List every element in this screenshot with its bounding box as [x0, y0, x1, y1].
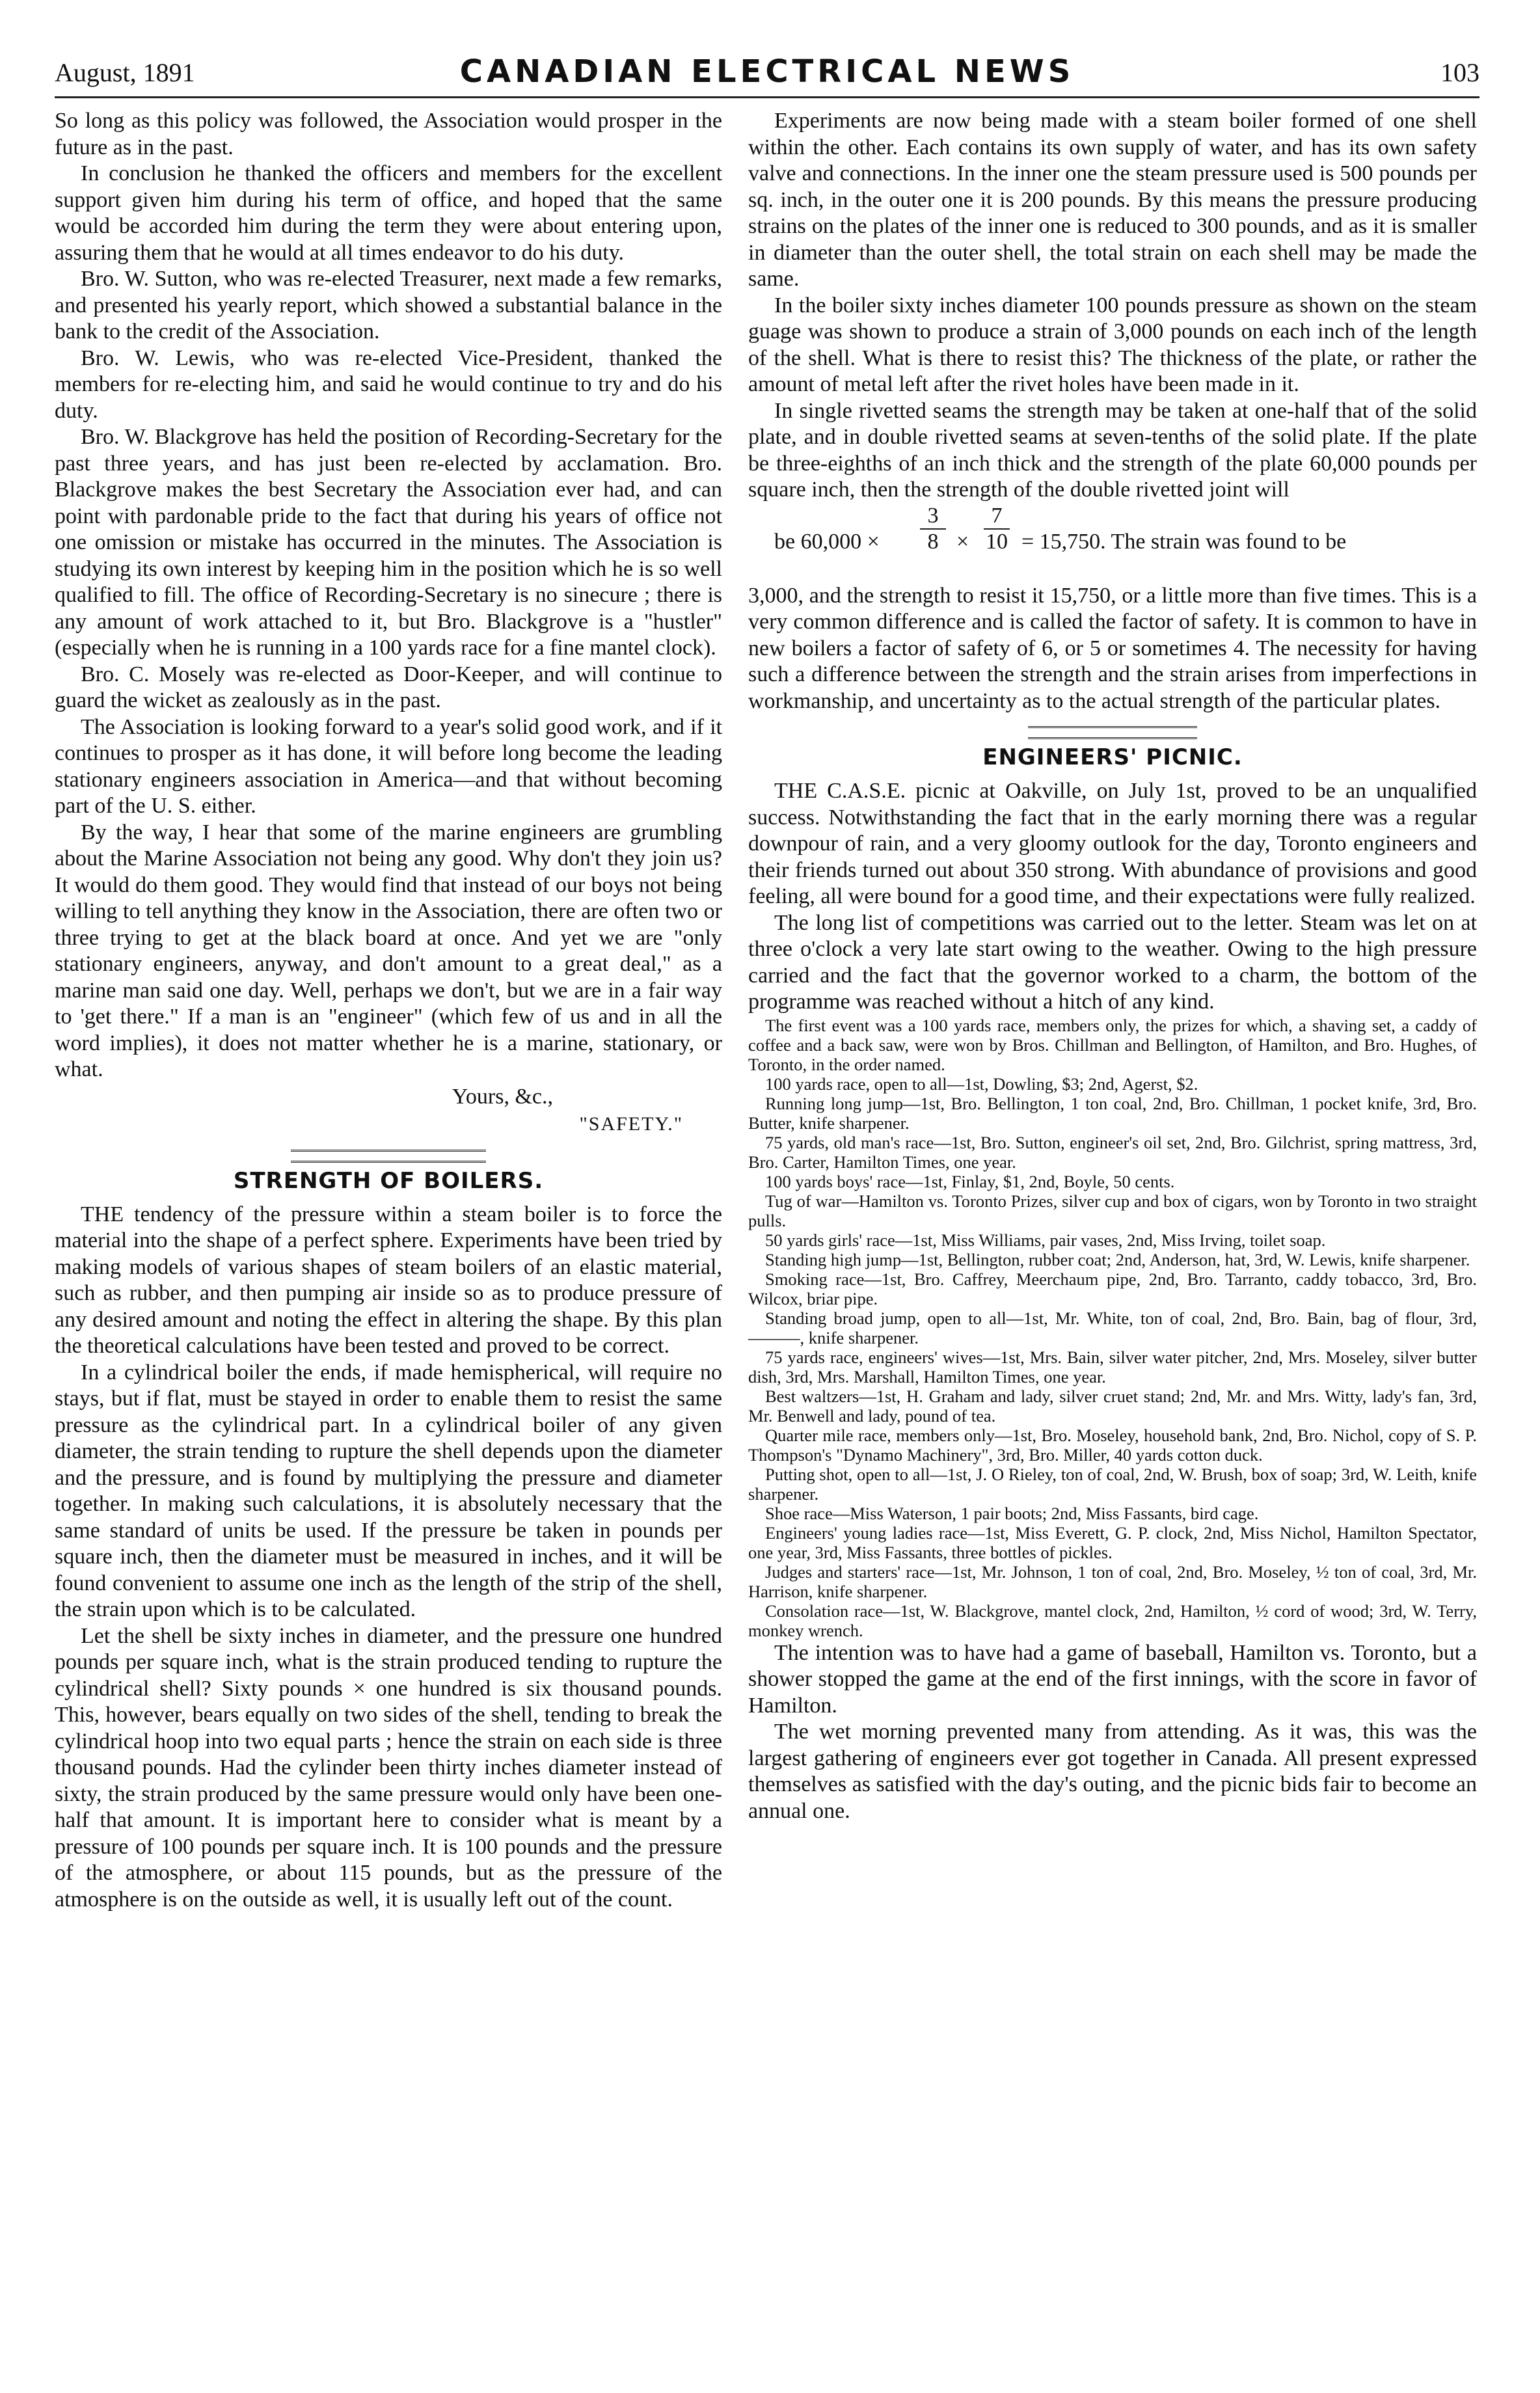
fraction-numerator: 7	[991, 503, 1003, 528]
event-result: 50 yards girls' race—1st, Miss Williams, pair vases, 2nd, Miss Irving, toilet soap.	[765, 1230, 1326, 1250]
formula-lead: be 60,000 ×	[774, 529, 880, 554]
publication-title: CANADIAN ELECTRICAL NEWS	[459, 53, 1075, 90]
section-heading-strength-of-boilers: STRENGTH OF BOILERS.	[233, 1167, 544, 1194]
article-paragraph: In the boiler sixty inches diameter 100 pounds pressure as shown on the steam guage was shown to produce a strain of 3,000 pounds on each inch of the length of the shell. What is there to resist this? The thickness of the plate, or rather the amount of metal left after the rivet holes have been made in it.	[748, 293, 1477, 396]
fraction-three-eighths	[920, 504, 946, 554]
event-result: Consolation race—1st, W. Blackgrove, mantel clock, 2nd, Hamilton, ½ cord of wood; 3rd, W. Terry, monkey wrench.	[748, 1601, 1477, 1640]
article-paragraph: THE C.A.S.E. picnic at Oakville, on July 1st, proved to be an unqualified success. Notwithstanding the fact that in the early morning there was a regular downpour of rain, and a very gloomy outlook for the day, Toronto engineers and their friends turned out about 350 strong. With abundance of provisions and good feeling, all were bound for a good time, and their expectations were fully realized.	[748, 779, 1477, 908]
right-column	[748, 108, 1477, 1824]
event-result: Shoe race—Miss Waterson, 1 pair boots; 2nd, Miss Fassants, bird cage.	[765, 1503, 1259, 1523]
event-result: Tug of war—Hamilton vs. Toronto Prizes, silver cup and box of cigars, won by Toronto in two straight pulls.	[748, 1191, 1477, 1230]
event-results-list	[748, 1016, 1477, 1640]
article-paragraph: Experiments are now being made with a steam boiler formed of one shell within the other. Each contains its own supply of water, and has its own safety valve and connections. In the inner one the steam pressure used is 500 pounds per sq. inch, in the outer one it is 200 pounds. By this means the pressure producing strains on the plates of the inner one is reduced to 300 pounds, and as it is smaller in diameter than the outer shell, the total strain on each shell may be made the same.	[748, 109, 1477, 291]
event-result: Standing high jump—1st, Bellington, rubber coat; 2nd, Anderson, hat, 3rd, W. Lewis, knife sharpener.	[765, 1249, 1470, 1269]
event-result: Putting shot, open to all—1st, J. O Rieley, ton of coal, 2nd, W. Brush, box of soap; 3rd, W. Leith, knife sharpener.	[748, 1464, 1477, 1504]
article-paragraph: Bro. C. Mosely was re-elected as Door-Keeper, and will continue to guard the wicket as zealously as in the past.	[55, 662, 722, 712]
letter-closing: Yours, &c.,	[452, 1084, 553, 1109]
section-divider	[291, 1150, 486, 1163]
fraction-numerator: 3	[927, 503, 939, 528]
article-paragraph: In single rivetted seams the strength may be taken at one-half that of the solid plate, and in double rivetted seams at seven-tenths of the solid plate. If the plate be three-eighths of an inch thick and the strength of the plate 60,000 pounds per square inch, then the strength of the double rivetted joint will	[748, 398, 1477, 502]
section-divider	[1028, 726, 1197, 739]
article-paragraph: In a cylindrical boiler the ends, if made hemispherical, will require no stays, but if flat, must be stayed in order to enable them to resist the same pressure as the cylindrical part. In a cylindrical boiler of any given diameter, the strain tending to rupture the shell depends upon the diameter and the pressure, and is found by multiplying the pressure and diameter together. In making such calculations, it is absolutely necessary that the same standard of units be used. If the pressure be taken in pounds per square inch, then the diameter must be measured in inches, and it will be found convenient to assume one inch as the length of the strip of the shell, the strain upon which is to be calculated.	[55, 1360, 722, 1621]
formula-result: = 15,750. The strain was found to be	[1021, 529, 1347, 554]
event-result: 100 yards boys' race—1st, Finlay, $1, 2nd, Boyle, 50 cents.	[765, 1171, 1175, 1191]
event-result: Engineers' young ladies race—1st, Miss Everett, G. P. clock, 2nd, Miss Nichol, Hamilton Spectator, one year, 3rd, Miss Fassants, three bottles of pickles.	[748, 1522, 1477, 1562]
event-result: Smoking race—1st, Bro. Caffrey, Meerchaum pipe, 2nd, Bro. Tarranto, caddy tobacco, 3rd, Bro. Wilcox, briar pipe.	[748, 1269, 1477, 1308]
article-paragraph: THE tendency of the pressure within a steam boiler is to force the material into the shape of a perfect sphere. Experiments have been tried by making models of various shapes of steam boilers of an elastic material, such as rubber, and then pumping air inside so as to produce pressure of any desired amount and noting the effect in altering the shape. By this plan the theoretical calculations have been tested and proved to be correct.	[55, 1202, 722, 1358]
article-paragraph: The long list of competitions was carried out to the letter. Steam was let on at three o'clock a very late start owing to the weather. Owing to the high pressure carried and the fact that the governor worked to a charm, the bottom of the programme was reached without a hitch of any kind.	[748, 910, 1477, 1014]
article-paragraph: The Association is looking forward to a year's solid good work, and if it continues to prosper as it has done, it will before long become the leading stationary engineers association in America—and that without becoming part of the U. S. either.	[55, 714, 722, 818]
event-result: Best waltzers—1st, H. Graham and lady, silver cruet stand; 2nd, Mr. and Mrs. Witty, lady's fan, 3rd, Mr. Benwell and lady, pound of tea.	[748, 1386, 1477, 1426]
letter-signature: "SAFETY."	[579, 1113, 683, 1135]
article-paragraph: Let the shell be sixty inches in diameter, and the pressure one hundred pounds per square inch, what is the strain produced tending to rupture the cylindrical shell? Sixty pounds × one hundred is six thousand pounds. This, however, bears equally on two sides of the shell, tending to break the cylindrical hoop into two equal parts ; hence the strain on each side is three thousand pounds. Had the cylinder been thirty inches diameter instead of sixty, the strain produced by the same pressure would only have been one-half that amount. It is important here to consider what is meant by a pressure of 100 pounds per square inch. It is 100 pounds and the pressure of the atmosphere, or about 115 pounds, but as the pressure of the atmosphere is on the outside as well, it is usually left out of the count.	[55, 1623, 722, 1912]
event-result: The first event was a 100 yards race, members only, the prizes for which, a shaving set, a caddy of coffee and a back saw, were won by Bros. Chillman and Bellington, of Hamilton, and Bro. Hughes, of Toronto, in the order named.	[748, 1015, 1477, 1074]
event-result: 75 yards race, engineers' wives—1st, Mrs. Bain, silver water pitcher, 2nd, Mrs. Moseley, silver butter dish, 3rd, Mrs. Marshall, Hamilton Times, one year.	[748, 1347, 1477, 1386]
event-result: 100 yards race, open to all—1st, Dowling, $3; 2nd, Agerst, $2.	[765, 1074, 1198, 1094]
issue-date: August, 1891	[55, 58, 195, 87]
page-number: 103	[1440, 58, 1479, 87]
strength-formula	[748, 504, 1477, 583]
fraction-denominator: 10	[984, 528, 1010, 554]
multiply-sign: ×	[956, 529, 969, 554]
article-paragraph: In conclusion he thanked the officers and members for the excellent support given him during his term of office, and hoped that the same would be accorded him during the term they were about entering upon, assuring them that he would at all times endeavor to do his duty.	[55, 161, 722, 265]
article-paragraph: The wet morning prevented many from attending. As it was, this was the largest gathering of engineers ever got together in Canada. All present expressed themselves as satisfied with the day's outing, and the picnic bids fair to become an annual one.	[748, 1720, 1477, 1823]
left-column	[55, 108, 722, 1913]
event-result: Running long jump—1st, Bro. Bellington, 1 ton coal, 2nd, Bro. Chillman, 1 pocket knife, 3rd, Bro. Butter, knife sharpener.	[748, 1093, 1477, 1133]
page-header	[55, 53, 1479, 98]
fraction-seven-tenths	[984, 504, 1010, 554]
event-result: Judges and starters' race—1st, Mr. Johnson, 1 ton of coal, 2nd, Bro. Moseley, ½ ton of coal, 3rd, Mr. Harrison, knife sharpener.	[748, 1562, 1477, 1601]
event-result: 75 yards, old man's race—1st, Bro. Sutton, engineer's oil set, 2nd, Bro. Gilchrist, spring mattress, 3rd, Bro. Carter, Hamilton Times, one year.	[748, 1132, 1477, 1172]
article-paragraph: So long as this policy was followed, the Association would prosper in the future as in the past.	[55, 109, 722, 159]
article-paragraph: By the way, I hear that some of the marine engineers are grumbling about the Marine Association not being any good. Why don't they join us? It would do them good. They would find that instead of our boys not being willing to tell anything they know in the Association, there are often two or three trying to get at the black board at once. And yet we are "only stationary engineers, anyway, and don't amount to a great deal," as a marine man said one day. Well, perhaps we don't, but we are in a fair way to 'get there." If a man is an "engineer" (which few of us and in all the word implies), it does not matter whether he is a marine, stationary, or what.	[55, 820, 722, 1081]
event-result: Standing broad jump, open to all—1st, Mr. White, ton of coal, 2nd, Bro. Bain, bag of flour, 3rd, ———, knife sharpener.	[748, 1308, 1477, 1347]
fraction-denominator: 8	[920, 528, 946, 554]
article-paragraph: 3,000, and the strength to resist it 15,750, or a little more than five times. This is a very common difference and is called the factor of safety. It is common to have in new boilers a factor of safety of 6, or 5 or sometimes 4. The necessity for having such a difference between the strength and the strain arises from imperfections in workmanship, and uncertainty as to the actual strength of the particular plates.	[748, 583, 1477, 713]
article-paragraph: Bro. W. Blackgrove has held the position of Recording-Secretary for the past three years, and has just been re-elected by acclamation. Bro. Blackgrove makes the best Secretary the Association ever had, and can point with pardonable pride to the fact that during his years of office not one omission or mistake has occurred in the minutes. The Association is studying its own interest by keeping him in the position which he is so well qualified to fill. The office of Recording-Secretary is no sinecure ; there is any amount of work attached to it, but Bro. Blackgrove is a "hustler" (especially when he is running in a 100 yards race for a fine mantel clock).	[55, 425, 722, 660]
article-paragraph: Bro. W. Lewis, who was re-elected Vice-President, thanked the members for re-electing him, and said he would continue to try and do his duty.	[55, 345, 722, 423]
section-heading-engineers-picnic: ENGINEERS' PICNIC.	[982, 744, 1243, 770]
article-paragraph: Bro. W. Sutton, who was re-elected Treasurer, next made a few remarks, and presented his yearly report, which showed a substantial balance in the bank to the credit of the Association.	[55, 267, 722, 344]
article-paragraph: The intention was to have had a game of baseball, Hamilton vs. Toronto, but a shower stopped the game at the end of the first innings, with the score in favor of Hamilton.	[748, 1640, 1477, 1718]
event-result: Quarter mile race, members only—1st, Bro. Moseley, household bank, 2nd, Bro. Nichol, copy of S. P. Thompson's "Dynamo Machinery", 3rd, Bro. Miller, 40 yards cotton duck.	[748, 1425, 1477, 1465]
